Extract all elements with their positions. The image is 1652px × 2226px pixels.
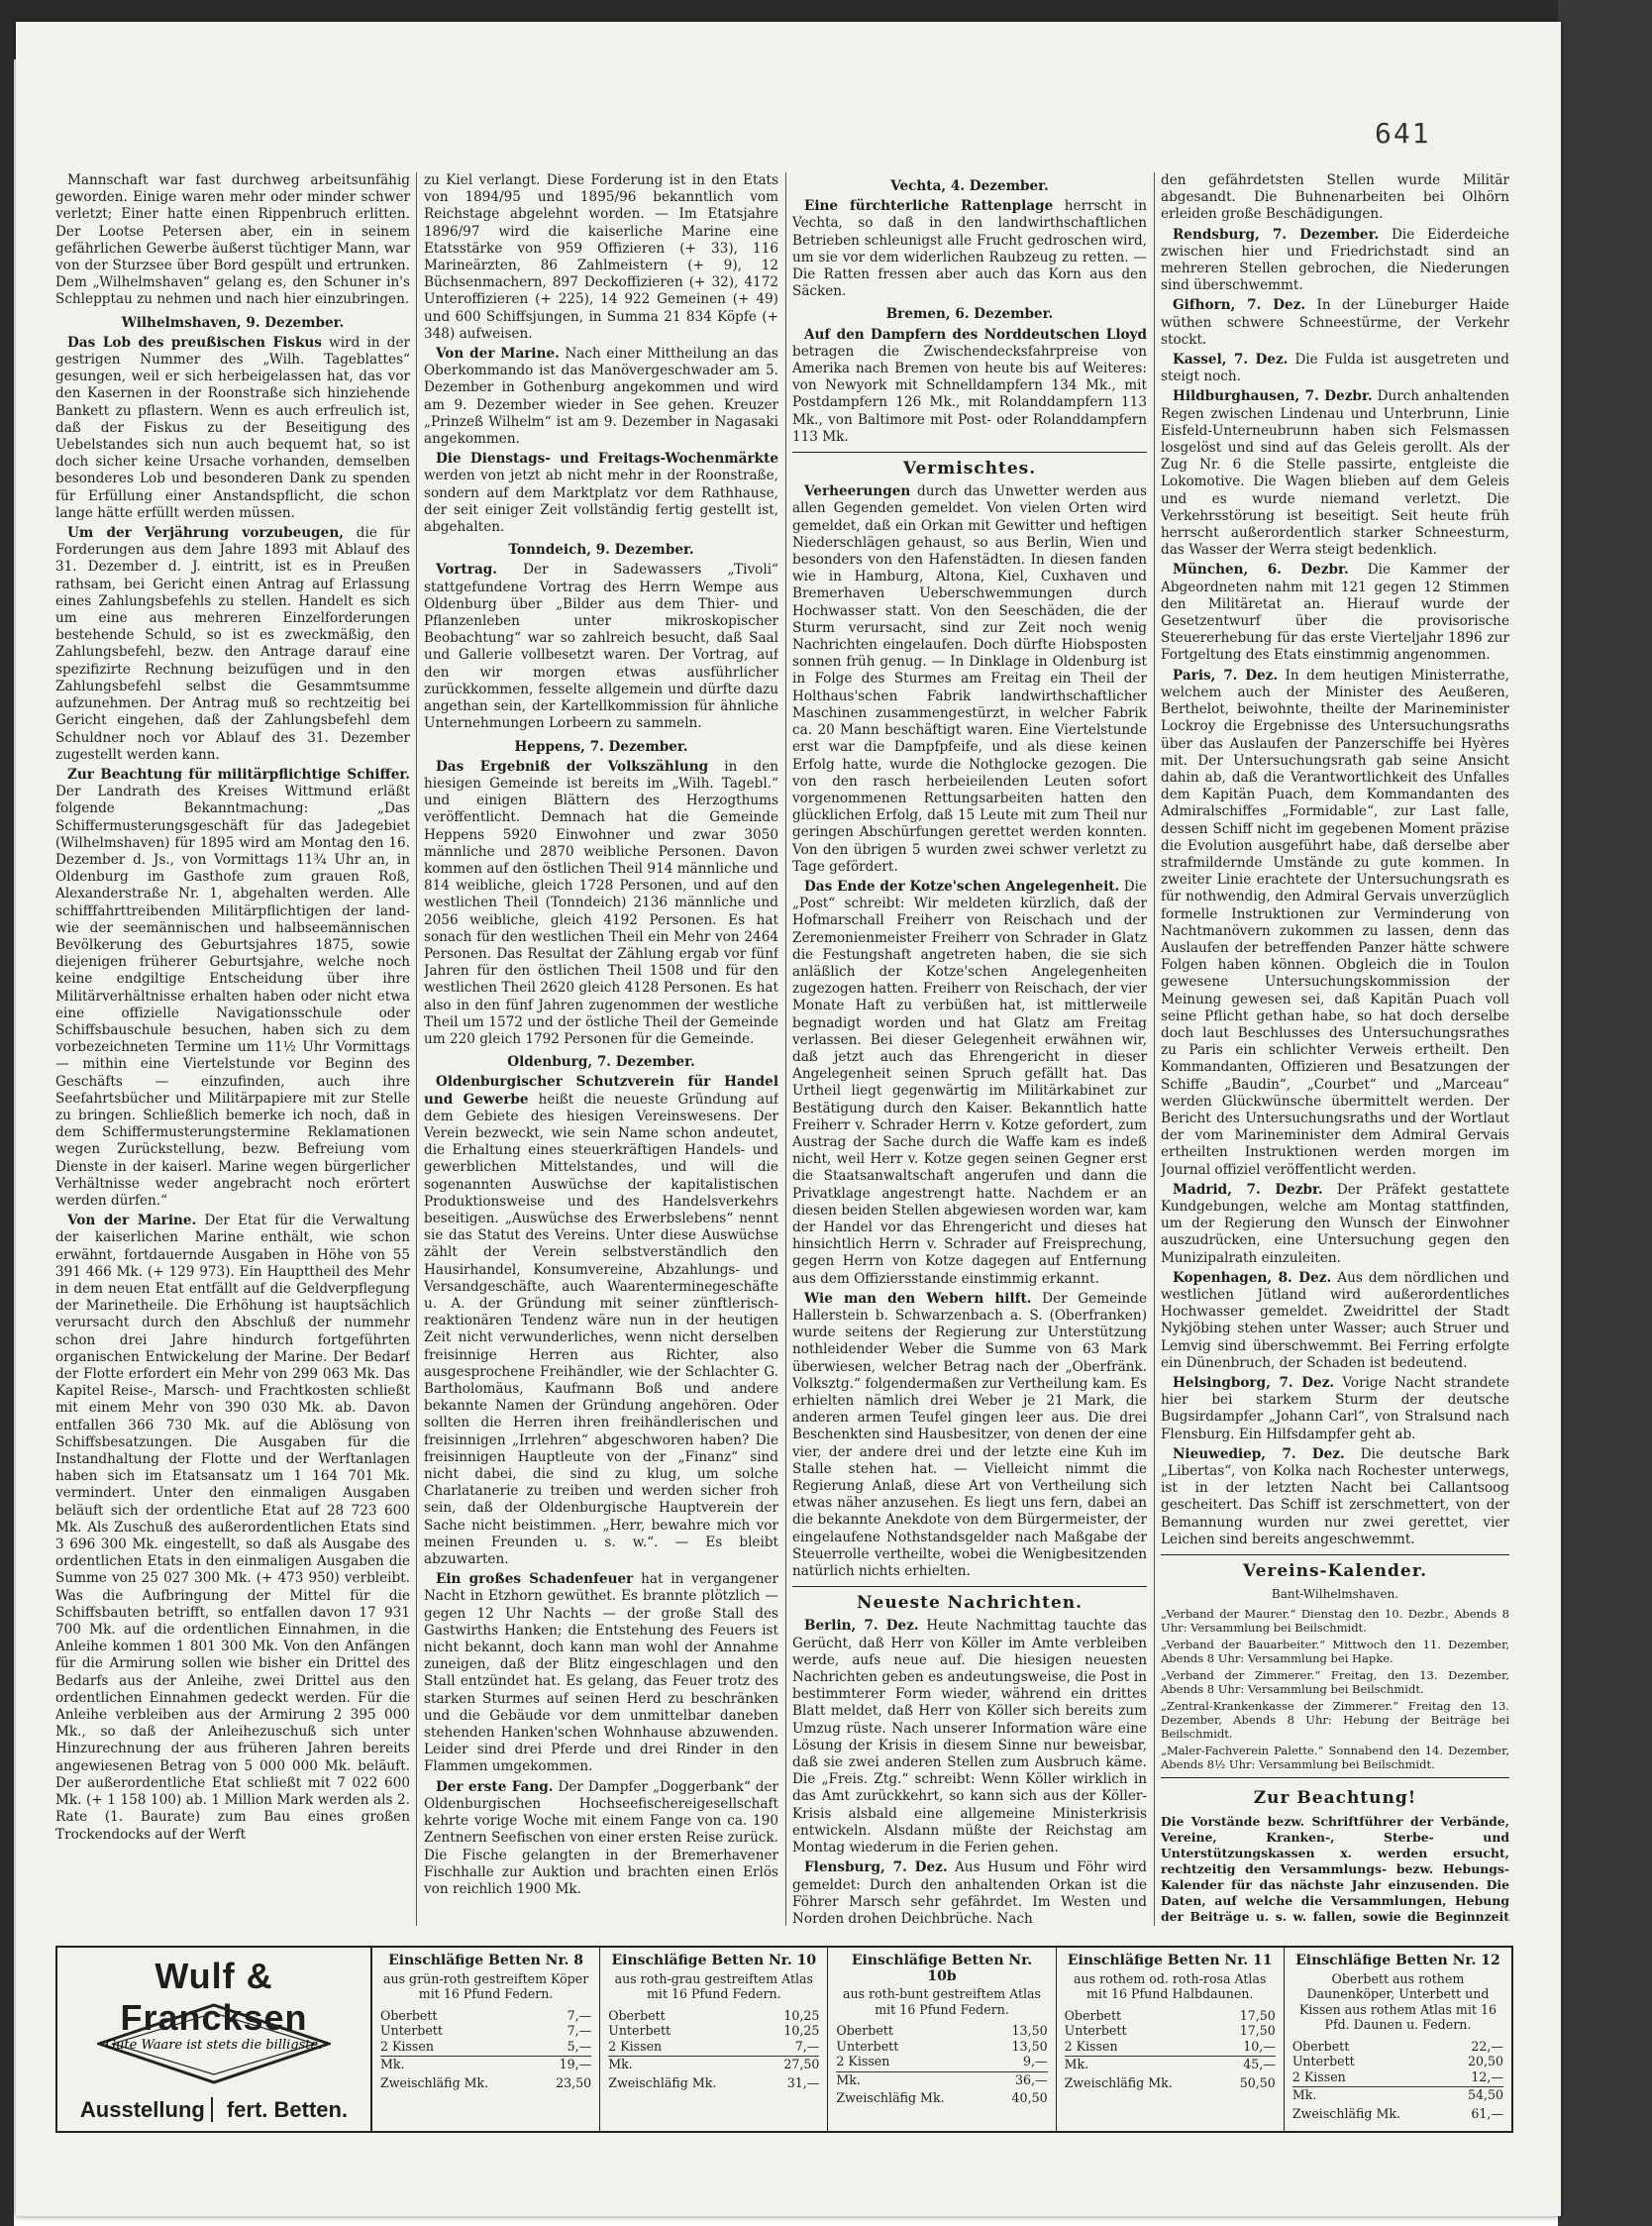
article-lead: Kassel, 7. Dez. — [1173, 352, 1289, 369]
offer-double-price: 31,— — [786, 2074, 820, 2090]
article-text: Der Präfekt gestattete Kundgebungen, welche am Montag stattfinden, um der Regierung den Wunsch der Einwohner auszudrücken, eine Untersuchung gegen den Munizipalrath einzuleiten. — [1161, 1181, 1509, 1266]
offer-item-price: 17,50 — [1239, 2023, 1276, 2038]
calendar-entry: „Verband der Bauarbeiter.“ Mittwoch den 11. Dezember, Abends 8 Uhr: Versammlung bei Hapke. — [1161, 1638, 1509, 1666]
offer-item — [380, 2039, 591, 2055]
column-divider — [785, 172, 786, 1926]
column-2 — [424, 172, 778, 1926]
column-1 — [55, 172, 410, 1926]
article-text: Die Eiderdeiche zwischen hier und Friedrichstadt sind an mehreren Stellen gebrochen, die Niederungen sind überschwemmt. — [1161, 226, 1509, 294]
offer-item — [836, 2054, 1047, 2069]
page-number: 641 — [1375, 117, 1431, 150]
article-lead: Flensburg, 7. Dez. — [804, 1859, 948, 1876]
offer-item-label: 2 Kissen — [836, 2054, 890, 2068]
offer-description: aus rothem od. roth-rosa Atlas mit 16 Pfund Halbdaunen. — [1073, 1970, 1267, 2001]
dateline: Tonndeich, 9. Dezember. — [508, 542, 694, 559]
offer-item-label: 2 Kissen — [380, 2038, 434, 2054]
offer-total-label: Mk. — [380, 2057, 405, 2071]
article-lead: Vortrag. — [436, 562, 498, 579]
article-text: Die Fulda ist ausgetreten und steigt noch. — [1161, 352, 1509, 385]
article-paragraph — [1161, 388, 1509, 559]
offer-double-price: 50,50 — [1239, 2074, 1276, 2090]
offer-double-price: 61,— — [1471, 2105, 1504, 2121]
offer-description: Oberbett aus rothem Daunenköper, Unterbett und Kissen aus rothem Atlas mit 16 Pfd. Daunen u. Federn. — [1298, 1970, 1497, 2032]
article-paragraph — [792, 879, 1147, 1288]
scan-border-left — [0, 0, 14, 2226]
offer-double-label: Zweischläfig Mk. — [1064, 2074, 1173, 2090]
offer-item-price: 7,— — [794, 2038, 820, 2054]
article-lead: Berlin, 7. Dez. — [804, 1618, 919, 1635]
offer-double-label: Zweischläfig Mk. — [1291, 2105, 1400, 2121]
offer-item-price: 13,50 — [1011, 2023, 1048, 2038]
offer-item — [1065, 2023, 1276, 2039]
column-divider — [416, 172, 417, 1926]
offer-item-label: 2 Kissen — [1291, 2068, 1346, 2084]
advertisement-beds — [55, 1946, 1513, 2133]
article-paragraph — [55, 335, 410, 522]
article-paragraph — [1161, 297, 1509, 349]
ad-offer — [1285, 1948, 1511, 2131]
article-paragraph — [792, 327, 1147, 446]
offer-title: Einschläfige Betten Nr. 10 — [611, 1953, 817, 1968]
divider-rule — [792, 1586, 1147, 1587]
article-paragraph — [792, 198, 1147, 300]
offer-item-label: Unterbett — [836, 2038, 899, 2054]
article-text: Die deutsche Bark „Libertas“, von Kolka nach Rochester unterwegs, ist in der letzten Nacht bei Callantsoog gescheitert. Das Schiff ist zerschmettert, von der Bemannung wurden nur zwei gerettet, vier Leichen sind bereits angeschwemmt. — [1161, 1445, 1509, 1547]
offer-item-label: Unterbett — [608, 2023, 671, 2038]
offer-title: Einschläfige Betten Nr. 10b — [851, 1953, 1033, 1984]
article-lead: Hildburghausen, 7. Dezbr. — [1173, 388, 1373, 405]
article-text: In der Lüneburger Haide wüthen schwere Schneestürme, der Verkehr stockt. — [1161, 297, 1509, 348]
vereins-kalender — [1161, 1554, 1509, 1771]
ad-footer-right: fert. Betten. — [226, 2097, 349, 2122]
offer-item — [836, 2039, 1047, 2055]
offer-item-price: 7,— — [567, 2023, 592, 2038]
offer-item — [608, 2023, 819, 2039]
article-lead: Wie man den Webern hilft. — [804, 1290, 1032, 1307]
offer-double-bed — [1065, 2075, 1276, 2091]
article-paragraph — [55, 172, 410, 309]
scan-border-right — [1558, 0, 1652, 2226]
article-paragraph — [1161, 227, 1509, 295]
offer-double-label: Zweischläfig Mk. — [836, 2090, 945, 2105]
article-lead: Eine fürchterliche Rattenplage — [804, 198, 1054, 215]
offer-item-label: Unterbett — [1291, 2054, 1355, 2068]
dateline: Bremen, 6. Dezember. — [885, 306, 1054, 323]
article-text: zu Kiel verlangt. Diese Forderung ist in den Etats von 1894/95 und 1895/96 bekanntlich vom Reichstage abgelehnt worden. — Im Etatsjahre 1896/97 wird die kaiserliche Marine eine Etatsstärke von 959 Offizieren (+ 33), 116 Marineärzten, 86 Zahlmeistern (+ 9), 12 Büchsenmachern, 897 Deckoffizieren (+ 32), 4172 Unteroffizieren (+ 225), 14 922 Gemeinen (+ 49) und 600 Schiffsjungen, in Summa 21 834 Köpfe (+ 348) aufweisen. — [424, 172, 778, 342]
article-text: Nach einer Mittheilung an das Oberkommando ist das Manövergeschwader am 5. Dezember in Gothenburg angekommen und wird am 9. Dezember wieder in See gehen. Kreuzer „Prinzeß Wilhelm“ ist am 9. Dezember in Nagasaki angekommen. — [424, 346, 778, 448]
calendar-entry: „Verband der Zimmerer.“ Freitag, den 13. Dezember, Abends 8 Uhr: Versammlung bei Beilschmidt. — [1161, 1668, 1509, 1697]
calendar-entry: „Zentral-Krankenkasse der Zimmerer.“ Freitag den 13. Dezember, Abends 8 Uhr: Hebung der Beiträge bei Beilschmidt. — [1161, 1699, 1509, 1742]
article-lead: Um der Verjährung vorzubeugen, — [67, 525, 344, 542]
calendar-title: Vereins-Kalender. — [1242, 1561, 1428, 1582]
article-lead: Ein großes Schadenfeuer — [436, 1571, 634, 1588]
article-text: betragen die Zwischendecksfahrpreise von Amerika nach Bremen von heute bis auf Weiteres: von Newyork mit Schnelldampfern 134 Mk., mit Postdampfern 126 Mk., mit Rolanddampfern 113 Mk., von Baltimore mit Post- oder Rolanddampfern 113 Mk. — [792, 343, 1147, 445]
offer-item — [1292, 2039, 1503, 2055]
ad-offer — [372, 1948, 600, 2131]
offer-title: Einschläfige Betten Nr. 8 — [388, 1953, 584, 1968]
article-text: Durch anhaltenden Regen zwischen Lindenau und Unterbrunn, Linie Eisfeld-Unterneubrunn haben sich Felsmassen losgelöst und sind auf das Geleis gerollt. Als der Zug Nr. 6 die Stelle passirte, entgleiste die Lokomotive. Die Wagen blieben auf dem Geleis und es wurde niemand verletzt. Die Verkehrsstörung ist beseitigt. Seit heute früh herrscht außerordentlich starker Schneesturm, das Wasser der Werra steigt bedenklich. — [1161, 388, 1509, 559]
newspaper-page — [16, 22, 1561, 2216]
article-text: Der Etat für die Verwaltung der kaiserlichen Marine enthält, wie schon erwähnt, fortdauernde Ausgaben in Höhe von 55 391 466 Mk. (+ 129 973). Ein Haupttheil des Mehr in dem neuen Etat entfällt auf die Geldverpflegung der Marinetheile. Die Erhöhung ist hauptsächlich verursacht durch den Abschluß der nummehr schon drei Jahre hindurch fortgeführten organischen Entwickelung der Marine. Der Bedarf der Flotte erfordert ein Mehr von 299 063 Mk. Das Kapitel Reise-, Marsch- und Frachtkosten schließt mit einem Mehr von 390 030 Mk. ab. Davon entfallen 366 730 Mk. auf die Ablösung von Schiffsbesatzungen. Die Ausgaben für die Instandhaltung der Flotte und der Werftanlagen haben sich im Etatsansatz um 1 164 701 Mk. vermindert. Unter den einmaligen Ausgaben beläuft sich der ordentliche Etat auf 28 723 600 Mk. Als Zuschuß des außerordentlichen Etats sind 3 696 300 Mk. eingestellt, so daß als Ausgabe des ordentlichen Etats in den einmaligen Ausgaben die Summe von 25 027 300 Mk. (+ 473 950) verbleibt. Was die Aufbringung der Mittel für die Schiffsbauten betrifft, so entfallen davon 17 931 700 Mk. auf die ordentlichen Einnahmen, in die Anleihe kommen 1 801 300 Mk. Von den Anfängen für die Armirung sollen wie bisher ein Drittel des Bedarfs aus der Anleihe, zwei Drittel aus den ordentlichen Einnahmen gedeckt werden. Für die Anleihe verbleiben aus der Armirung 2 395 000 Mk., so daß der Anleihezuschuß sich unter Hinzurechnung der aus früheren Jahren bereits angewiesenen Betrag von 5 000 000 Mk. beläuft. Der außerordentliche Etat schließt mit 7 022 600 Mk. (+ 1 158 100) ab. 1 Million Mark werden als 2. Rate (1. Baurate) zum Bau eines großen Trockendocks auf der Werft — [55, 1213, 410, 1843]
article-paragraph — [1161, 1446, 1509, 1548]
offer-item-price: 10,25 — [783, 2023, 820, 2038]
offer-item-price: 22,— — [1471, 2038, 1504, 2054]
offer-item-label: Oberbett — [1291, 2038, 1350, 2054]
offer-item — [1065, 2039, 1276, 2055]
offer-total-price: 19,— — [559, 2057, 592, 2071]
offer-double-bed — [380, 2075, 591, 2091]
article-text: wird in der gestrigen Nummer des „Wilh. Tageblattes“ gesungen, weil er sich herbeigelassen hat, das vor den Kasernen in der Roonstraße sich hinziehende Bankett zu pflastern. Wenn es auch erfreulich ist, daß der Fiskus zu der Beseitigung des Uebelstandes sich nun auch bequemt hat, so ist doch sicher keine Ursache vorhanden, demselben besonderes Lob und besonderen Dank zu spenden für Erfüllung einer Anstandspflicht, die schon lange hätte erfüllt werden müssen. — [55, 334, 410, 521]
article-lead: Helsingborg, 7. Dez. — [1173, 1375, 1335, 1392]
offer-total — [608, 2056, 819, 2072]
offer-item — [380, 2008, 591, 2024]
offer-total-price: 36,— — [1014, 2071, 1048, 2087]
article-lead: Das Ende der Kotze'schen Angelegenheit. — [804, 878, 1120, 895]
article-lead: München, 6. Dezbr. — [1173, 562, 1349, 579]
offer-double-label: Zweischläfig Mk. — [380, 2074, 489, 2090]
offer-total-label: Mk. — [1291, 2087, 1317, 2102]
article-lead: Verheerungen — [804, 483, 911, 500]
article-text: Der Gemeinde Hallerstein b. Schwarzenbach a. S. (Oberfranken) wurde seitens der Regierung zur Unterstützung nothleidender Weber die Summe von 63 Mark überwiesen, welcher Betrag nach der „Oberfränk. Volksztg.“ folgendermaßen zur Vertheilung kam. Es erhielten nämlich drei Weber je 21 Mark, die anderen armen Teufel gingen leer aus. Die drei Beschenkten sind Hausbesitzer, von denen der eine vier, der andere drei und der letzte eine Kuh im Stalle stehen hat. — Vielleicht nimmt die Regierung Anlaß, diese Art von Vertheilung sich etwas näher anzusehen. Es liegt uns fern, dabei an die bekannte Anekdote von dem Bürgermeister, der eingelaufene Nothstandsgelder nach Maßgabe der Steuerrolle vertheilte, wobei die Wenigbesitzenden natürlich nichts erhielten. — [792, 1290, 1147, 1580]
calendar-entries — [1161, 1607, 1509, 1771]
offer-item-label: Oberbett — [380, 2007, 438, 2023]
offer-double-bed — [836, 2090, 1047, 2106]
offer-item-price: 5,— — [567, 2038, 592, 2054]
offer-description: aus roth-bunt gestreiftem Atlas mit 16 Pfund Federn. — [842, 1986, 1042, 2017]
article-text: Aus Husum und Föhr wird gemeldet: Durch den anhaltenden Orkan ist die Föhrer Marsch sehr gefährdet. Im Westen und Norden drohen Deichbrüche. Nach — [792, 1859, 1147, 1926]
offer-item-label: Unterbett — [1064, 2023, 1127, 2038]
notice-box — [1161, 1777, 1509, 1926]
article-paragraph — [1161, 1375, 1509, 1443]
offer-item — [1065, 2008, 1276, 2024]
offer-item-price: 7,— — [567, 2007, 592, 2023]
article-paragraph — [55, 767, 410, 1210]
article-paragraph — [1161, 172, 1509, 224]
divider-rule — [792, 452, 1147, 453]
offer-item-label: 2 Kissen — [1064, 2038, 1118, 2054]
article-text: durch das Unwetter werden aus allen Gegenden gemeldet. Von vielen Orten wird gemeldet, daß ein Orkan mit Gewitter und heftigen Niederschlägen gehaust, so aus Berlin, Wien und besonders von den Hafenstädten. In diesen fanden wie in Hamburg, Altona, Kiel, Cuxhaven und Bremerhaven Ueberschwemmungen durch Hochwasser statt. Von den Seeschäden, die der Sturm verursacht, sind zur Zeit noch wenig Nachrichten eingelaufen. Doch dürfte Hiobsposten sonnen früh genug. — In Dinklage in Oldenburg ist in Folge des Sturmes am Freitag ein Theil der Holthaus'schen Fabrik landwirthschaftlicher Maschinen zusammengestürzt, in welcher Fabrik ca. 20 Mann beschäftigt waren. Eine Viertelstunde erst war die Dampfpfeife, und als diese keinen Erfolg hatte, wurde die Nothglocke gezogen. Die von den rasch herbeieilenden Leuten sofort vorgenommenen Rettungsarbeiten hatten den glücklichen Erfolg, daß 15 Leute mit zum Theil nur geringen Abschürfungen gerettet werden konnten. Von den übrigen 5 wurden zwei schwer verletzt zu Tage gefördert. — [792, 483, 1147, 875]
column-3 — [792, 172, 1147, 1926]
article-paragraph — [424, 759, 778, 1048]
article-lead: Nieuwediep, 7. Dez. — [1173, 1445, 1345, 1462]
article-paragraph — [424, 562, 778, 732]
article-paragraph — [424, 172, 778, 343]
article-lead: Von der Marine. — [436, 346, 560, 363]
article-text: Der Landrath des Kreises Wittmund erläßt folgende Bekanntmachung: „Das Schiffermusterungsgeschäft für das Jadegebiet (Wilhelmshaven) für 1895 wird am Montag den 16. Dezember d. Js., von Vormittags 11¾ Uhr an, in Oldenburg im Gasthofe zum grauen Roß, Alexanderstraße Nr. 1, abgehalten werden. Alle schifffahrttreibenden Militärpflichtigen der land- wie der seemännischen und halbseemännischen Bevölkerung des Geburtsjahres 1875, sowie diejenigen früherer Geburtsjahre, welche noch keine endgiltige Entscheidung über ihre Militärverhältnisse erhalten haben oder nicht etwa eine offizielle Navigationsschule oder Schiffsbauschule besuchen, haben sich zu dem vorbezeichneten Termine um 11½ Uhr Vormittags — mithin eine Viertelstunde vor Beginn des Geschäfts — einzufinden, auch ihre Seefahrtsbücher und Militärpapiere mit zur Stelle zu bringen. Schließlich bemerke ich noch, daß in dem Schiffermusterungstermine Reklamationen wegen Zurückstellung, bezw. Befreiung vom Dienste in der kaiserl. Marine wegen bürgerlicher Verhältnisse weder angebracht noch erörtert werden dürfen.“ — [55, 784, 410, 1209]
article-text: Heute Nachmittag tauchte das Gerücht, daß Herr von Köller im Amte verbleiben werde, aufs neue auf. Die hiesigen neuesten Nachrichten geben es andeutungsweise, die Post in bestimmterer Form wieder, während ein drittes Blatt meldet, daß Herr von Köller sich bereits zum Umzug rüste. Nach unserer Information wäre eine Lösung der Krisis in diesem Sinne nur beweisbar, daß sie zwei anderen Stellen zum Ausbruch käme. Die „Freis. Ztg.“ schreibt: Wenn Köller wirklich in das Amt zurückkehrt, so kann sich aus der Köller-Krisis alsbald eine allgemeine Ministerkrisis entwickeln. Alsdann müßte der Reichstag am Montag wiederum in die Ferien gehen. — [792, 1618, 1147, 1856]
diamond-logo-text: Gute Waare ist stets die billigste. — [105, 2038, 323, 2053]
article-paragraph — [1161, 668, 1509, 1179]
article-lead: Oldenburgischer Schutzverein für Handel und Gewerbe — [424, 1074, 778, 1108]
divider-rule — [1161, 1554, 1509, 1555]
article-lead: Kopenhagen, 8. Dez. — [1173, 1269, 1332, 1286]
offer-total-label: Mk. — [836, 2071, 861, 2087]
offer-double-bed — [608, 2075, 819, 2091]
ad-brand-footer — [57, 2097, 370, 2123]
offer-item-label: Oberbett — [608, 2007, 666, 2023]
article-lead: Von der Marine. — [67, 1213, 197, 1229]
article-paragraph — [1161, 562, 1509, 664]
dateline: Oldenburg, 7. Dezember. — [507, 1054, 695, 1071]
offer-title: Einschläfige Betten Nr. 12 — [1295, 1953, 1500, 1968]
article-text: Die „Post“ schreibt: Wir meldeten kürzlich, daß der Hofmarschall Freiherr von Reischach und der Zeremonienmeister Freiherr von Schrader in Glatz die Festungshaft angetreten haben, die sie sich anläßlich der Kotze'schen Angelegenheiten zugezogen hatten. Freiherr von Reischach, der vier Monate Haft zu verbüßen hat, ist mittlerweile begnadigt worden und hat Glatz am Freitag verlassen. Bei dieser Gelegenheit erwähnen wir, daß jetzt auch das Ehrengericht in dieser Angelegenheit seinen Spruch gefällt hat. Das Urtheil liegt gegenwärtig im Militärkabinet zur Bestätigung durch den Kaiser. Bekanntlich hatte Freiherr v. Schrader Herrn v. Kotze gefordert, zum Austrag der Sache durch die Waffe kam es indeß nicht, weil Herr v. Kotze gegen seinen Gegner erst die Staatsanwaltschaft angerufen und dann die Privatklage angestrengt hatte. Nachdem er an diesen beiden Stellen abgewiesen worden war, kam der Handel vor das Ehrengericht und dieses hat hinsichtlich Herrn v. Schrader auf Freisprechung, gegen Herrn von Kotze dagegen auf Entfernung aus dem Offiziersstande einstimmig erkannt. — [792, 878, 1147, 1287]
offer-total — [836, 2071, 1047, 2088]
offer-item-label: Oberbett — [1064, 2007, 1122, 2023]
column-4 — [1161, 172, 1509, 1926]
article-paragraph — [55, 1213, 410, 1844]
article-lead: Paris, 7. Dez. — [1173, 667, 1279, 684]
article-lead: Der erste Fang. — [436, 1778, 554, 1795]
calendar-subtitle: Bant-Wilhelmshaven. — [1271, 1587, 1399, 1602]
offer-item-label: Oberbett — [836, 2023, 893, 2038]
offer-total-label: Mk. — [1064, 2057, 1089, 2071]
ad-footer-left: Ausstellung — [79, 2097, 205, 2122]
offer-item — [1292, 2054, 1503, 2069]
article-text: In dem heutigen Ministerrathe, welchem auch der Minister des Aeußeren, Berthelot, beiwohnte, theilte der Marineminister Lockroy die Ergebnisse des Untersuchungsraths über das Auslaufen der Panzerschiffe bei Hyères mit. Der Untersuchungsrath gab seine Ansicht dahin ab, daß die Verantwortlichkeit des Unfalles dem Kapitän Puach, dem Kommandanten des Admiralschiffes „Formidable“, zur Last falle, dessen Schiff nicht im gegebenen Moment präzise die Evolution ausgeführt habe, daß derselbe aber strafmildernde Umstände zu gute kommen. In zweiter Linie erachtete der Untersuchungsrath es für nothwendig, den Admiral Gervais unverzüglich formelle Instruktionen zur Verminderung von Nachtmanövern zukommen zu lassen, denn das Auslaufen der betreffenden Panzer hätte schwere Folgen haben können. Obgleich die in Toulon gewesene Untersuchungskommission der Meinung gewesen sei, daß Kapitän Puach voll seine Pflicht gethan habe, so hat doch derselbe doch laut Beschlusses des Untersuchungsrathes zu Paris ein schlichter Verweis ertheilt. Den Kommandanten, Offizieren und Besatzungen der Schiffe „Baudin“, „Courbet“ und „Marceau“ werden Glückwünsche übermittelt werden. Der Bericht des Untersuchungsraths und der Wortlaut der vom Marineminister dem Admiral Gervais ertheilten Instruktionen werden morgen im Journal offiziel veröffentlicht werden. — [1161, 667, 1509, 1178]
offer-item-label: Unterbett — [380, 2023, 443, 2038]
article-lead: Auf den Dampfern des Norddeutschen Lloyd — [804, 326, 1147, 343]
notice-body: Die Vorstände bezw. Schriftführer der Verbände, Vereine, Kranken-, Sterbe- und Unterstützungskassen x. werden ersucht, rechtzeitig den Versammlungs- bezw. Hebungs-Kalender für das nächste Jahr einzusenden. Die Daten, auf welche die Versammlungen, Hebung der Beiträge u. s. w. fallen, sowie die Beginnzeit — [1161, 1813, 1509, 1924]
article-paragraph — [424, 346, 778, 448]
offer-total — [380, 2056, 591, 2072]
article-lead: Gifhorn, 7. Dez. — [1173, 297, 1306, 314]
section-heading: Neueste Nachrichten. — [856, 1593, 1084, 1614]
article-text: die für Forderungen aus dem Jahre 1893 mit Ablauf des 31. Dezember d. J. eintritt, ist es in Preußen rathsam, bei Gericht einen Antrag auf Erlassung eines Zahlungsbefehls zu stellen. Handelt es sich um eine aus mehreren Einzelforderungen bestehende Schuld, so ist es zweckmäßig, den Zahlungsbefehl, bezw. den Antrage darauf eine spezifizirte Rechnung beizufügen und in den Zahlungsbefehl selbst die Gesammtsumme aufzunehmen. Der Antrag muß so rechtzeitig bei Gericht eingehen, daß der Zahlungsbefehl dem Schuldner noch vor Ablauf des 31. Dezember zugestellt werden kann. — [55, 525, 410, 763]
offer-title: Einschläfige Betten Nr. 11 — [1067, 1953, 1273, 1968]
article-columns — [55, 172, 1509, 1926]
article-text: Der Dampfer „Doggerbank“ der Oldenburgischen Hochseefischereigesellschaft kehrte vorige Woche mit einem Fange von ca. 190 Zentnern Seefischen von einer ersten Reise zurück. Die Fische gelangten in der Bremerhavener Fischhalle zur Auktion und brachten einen Erlös von reichlich 1900 Mk. — [424, 1778, 778, 1897]
offer-total-label: Mk. — [608, 2057, 633, 2071]
article-text: Vorige Nacht strandete hier bei starkem Sturm der deutsche Bugsirdampfer „Johann Carl“, von Stralsund nach Flensburg. Ein Hilfsdampfer geht ab. — [1161, 1375, 1509, 1442]
article-paragraph — [424, 1779, 778, 1898]
calendar-entry: „Maler-Fachverein Palette.“ Sonnabend den 14. Dezember, Abends 8½ Uhr: Versammlung bei Beilschmidt. — [1161, 1744, 1509, 1772]
article-paragraph — [792, 1291, 1147, 1580]
article-text: den gefährdetsten Stellen wurde Militär abgesandt. Die Buhnenarbeiten bei Olhörn erleiden große Beschädigungen. — [1161, 172, 1509, 223]
offer-item — [608, 2039, 819, 2055]
article-text: Die Kammer der Abgeordneten nahm mit 121 gegen 12 Stimmen den Militäretat an. Hierauf wurde der Gesetzentwurf über die provisorische Steuererhebung für das erste Vierteljahr 1896 zur Fortgeltung des Etats einstimmig angenommen. — [1161, 562, 1509, 664]
ad-brand-name: Wulf & Francksen — [120, 1956, 308, 2038]
article-text: Der in Sadewassers „Tivoli“ stattgefundene Vortrag des Herrn Wempe aus Oldenburg über „Bilder aus dem Thier- und Pflanzenleben unter mikroskopischer Beobachtung“ war so zahlreich besucht, daß Saal und Gallerie vollbesetzt waren. Der Vortrag, auf den wir morgen etwas ausführlicher zurückkommen, fesselte allgemein und dürfte dazu angethan sein, der Kartellkommission für ähnliche Unternehmungen Lorbeern zu sammeln. — [424, 562, 778, 732]
offer-total-price: 54,50 — [1467, 2087, 1504, 2102]
offer-description: aus roth-grau gestreiftem Atlas mit 16 Pfund Federn. — [614, 1970, 814, 2001]
notice-title: Zur Beachtung! — [1253, 1788, 1417, 1809]
article-text: heißt die neueste Gründung auf dem Gebiete des hiesigen Vereinswesens. Der Verein bezweckt, wie sein Name schon andeutet, die Erhaltung eines steuerkräftigen Handels- und gewerblichen Mittelstandes, und will die sogenannten Auswüchse der kapitalistischen Produktionsweise und des Handelsverkehrs beseitigen. „Auswüchse des Erwerbslebens“ nennt sie das Statut des Vereins. Unter diese Auswüchse zählt der Verein selbstverständlich den Hausirhandel, Konsumvereine, Abzahlungs- und Versandgeschäfte, auch Waarenterminegeschäfte u. A. der Gründung mit seiner zünftlerisch-reaktionären Tendenz wäre nun in der heutigen Zeit nicht verwunderliches, wenn nicht derselben freisinnige Herren aus Richter, also ausgesprochene Freihändler, wie der Schlachter G. Bartholomäus, Kaufmann Boß und andere bekannte Namen der Gründung angehören. Oder sollten die Herren ihren freihändlerischen und freisinnigen „Irrlehren“ abgeschworen haben? Die freisinnigen Hauptleute von der „Finanz“ sind nicht dabei, die sind zu klug, um solche Charlatanerie zu treiben und werden sicher froh sein, daß der Oldenburgische Hauptverein der Sache nicht beistimmen. „Herr, bewahre mich vor meinen Freunden u. s. w.“. — Es bleibt abzuwarten. — [424, 1091, 778, 1568]
column-divider — [1154, 172, 1155, 1926]
offer-double-label: Zweischläfig Mk. — [608, 2074, 717, 2090]
article-paragraph — [792, 483, 1147, 876]
article-text: Mannschaft war fast durchweg arbeitsunfähig geworden. Einige waren mehr oder minder schwer verletzt; Einer hatte einen Rippenbruch erlitten. Der Lootse Petersen aber, ein in seinem gefährlichen Gewerbe äußerst tüchtiger Mann, war von der Sturzsee über Bord gespült und ertrunken. Dem „Wilhelmshaven“ gelang es, den Schuner in's Schlepptau zu nehmen und nach hier einzubringen. — [55, 172, 410, 308]
dateline: Heppens, 7. Dezember. — [514, 738, 688, 755]
article-text: Aus dem nördlichen und westlichen Jütland wird außerordentliches Hochwasser gemeldet. Zweidrittel der Stadt Nykjöbing stehen unter Wasser; auch Struer und Lemvig sind überschwemmt. Bei Ferring erfolgte ein Dünenbruch, der Schaden ist bedeutend. — [1161, 1269, 1509, 1371]
article-lead: Das Ergebniß der Volkszählung — [436, 758, 709, 775]
article-paragraph — [424, 451, 778, 536]
article-text: herrscht in Vechta, so daß in den landwirthschaftlichen Betrieben schleunigst alle Frucht gedroschen wird, um sie vor dem widerlichen Raubzeug zu retten. — Die Ratten fressen aber auch das Korn aus den Säcken. — [792, 198, 1147, 300]
article-paragraph — [792, 1618, 1147, 1856]
offer-item-price: 17,50 — [1239, 2007, 1276, 2023]
article-lead: Rendsburg, 7. Dezember. — [1173, 226, 1380, 243]
article-paragraph — [55, 525, 410, 764]
offer-item-price: 9,— — [1022, 2054, 1048, 2068]
offer-item-price: 10,— — [1243, 2038, 1276, 2054]
offer-total-price: 45,— — [1243, 2057, 1276, 2071]
article-text: hat in vergangener Nacht in Etzhorn gewüthet. Es brannte plötzlich — gegen 12 Uhr Nachts — der große Stall des Gastwirths Hanken; die Entstehung des Feuers ist nicht bekannt, doch kann man wohl der Annahme zuneigen, daß der Blitz eingeschlagen und den Stall entzündet hat. Es gelang, das Feuer trotz des starken Sturmes auf seinen Herd zu beschränken und die Gebäude vor dem unmittelbar daneben stehenden Hanken'schen Wohnhause abzuwenden. Leider sind drei Pferde und drei Rinder in den Flammen umgekommen. — [424, 1571, 778, 1775]
article-paragraph — [1161, 1270, 1509, 1372]
offer-item-price: 12,— — [1471, 2068, 1504, 2084]
article-paragraph — [792, 1859, 1147, 1926]
offer-item-price: 20,50 — [1467, 2054, 1504, 2068]
offer-item-price: 13,50 — [1011, 2038, 1048, 2054]
article-text: in den hiesigen Gemeinde ist bereits im „Wilh. Tagebl.“ und einigen Blättern des Herzogthums veröffentlicht. Demnach hat die Gemeinde Heppens 5920 Einwohner und zwar 3050 männliche und 2870 weibliche Personen. Davon kommen auf den östlichen Theil 914 männliche und 814 weibliche, gleich 1728 Personen, und auf den westlichen Theil (Tonndeich) 2136 männliche und 2056 weibliche, gleich 4192 Personen. Es hat sonach für den westlichen Theil ein Mehr von 2464 Personen. Das Resultat der Zählung ergab vor fünf Jahren für den östlichen Theil 1508 und für den westlichen Theil 2620 gleich 4128 Personen. Es hat also in den fünf Jahren zugenommen der westliche Theil um 1572 und der östliche Theil der Gemeinde um 220 gleich 1792 Personen für die Gemeinde. — [424, 758, 778, 1047]
dateline: Wilhelmshaven, 9. Dezember. — [121, 314, 345, 331]
offer-total-price: 27,50 — [783, 2057, 820, 2071]
offer-description: aus grün-roth gestreiftem Köper mit 16 Pfund Federn. — [382, 1970, 589, 2001]
article-paragraph — [424, 1571, 778, 1775]
offer-item — [380, 2023, 591, 2039]
article-paragraph — [1161, 352, 1509, 385]
offer-item — [836, 2023, 1047, 2039]
article-lead: Madrid, 7. Dezbr. — [1173, 1181, 1323, 1198]
ad-offer — [600, 1948, 828, 2131]
calendar-entry: „Verband der Maurer.“ Dienstag den 10. Dezbr., Abends 8 Uhr: Versammlung bei Beilschmidt. — [1161, 1607, 1509, 1636]
offer-item-label: 2 Kissen — [608, 2038, 663, 2054]
article-lead: Das Lob des preußischen Fiskus — [67, 334, 322, 351]
article-lead: Die Dienstags- und Freitags-Wochenmärkte — [436, 451, 778, 468]
offer-item — [1292, 2069, 1503, 2085]
ad-offer — [1057, 1948, 1285, 2131]
ad-offer — [828, 1948, 1056, 2131]
diamond-logo-icon — [97, 2003, 331, 2084]
offer-double-price: 23,50 — [556, 2074, 592, 2090]
dateline: Vechta, 4. Dezember. — [890, 178, 1049, 194]
offer-item — [608, 2008, 819, 2024]
offer-double-price: 40,50 — [1011, 2090, 1048, 2105]
article-paragraph — [424, 1074, 778, 1568]
offer-total — [1065, 2056, 1276, 2072]
article-text: werden von jetzt ab nicht mehr in der Roonstraße, sondern auf dem Marktplatz vor dem Rathhause, der seit einiger Zeit vollständig fertig gestellt ist, abgehalten. — [424, 468, 778, 536]
article-paragraph — [1161, 1182, 1509, 1267]
offer-double-bed — [1292, 2106, 1503, 2122]
offer-total — [1292, 2086, 1503, 2103]
article-lead: Zur Beachtung für militärpflichtige Schiffer. — [67, 766, 410, 783]
section-heading: Vermischtes. — [902, 459, 1037, 479]
ad-brand — [57, 1948, 372, 2131]
offer-item-price: 10,25 — [783, 2007, 820, 2023]
